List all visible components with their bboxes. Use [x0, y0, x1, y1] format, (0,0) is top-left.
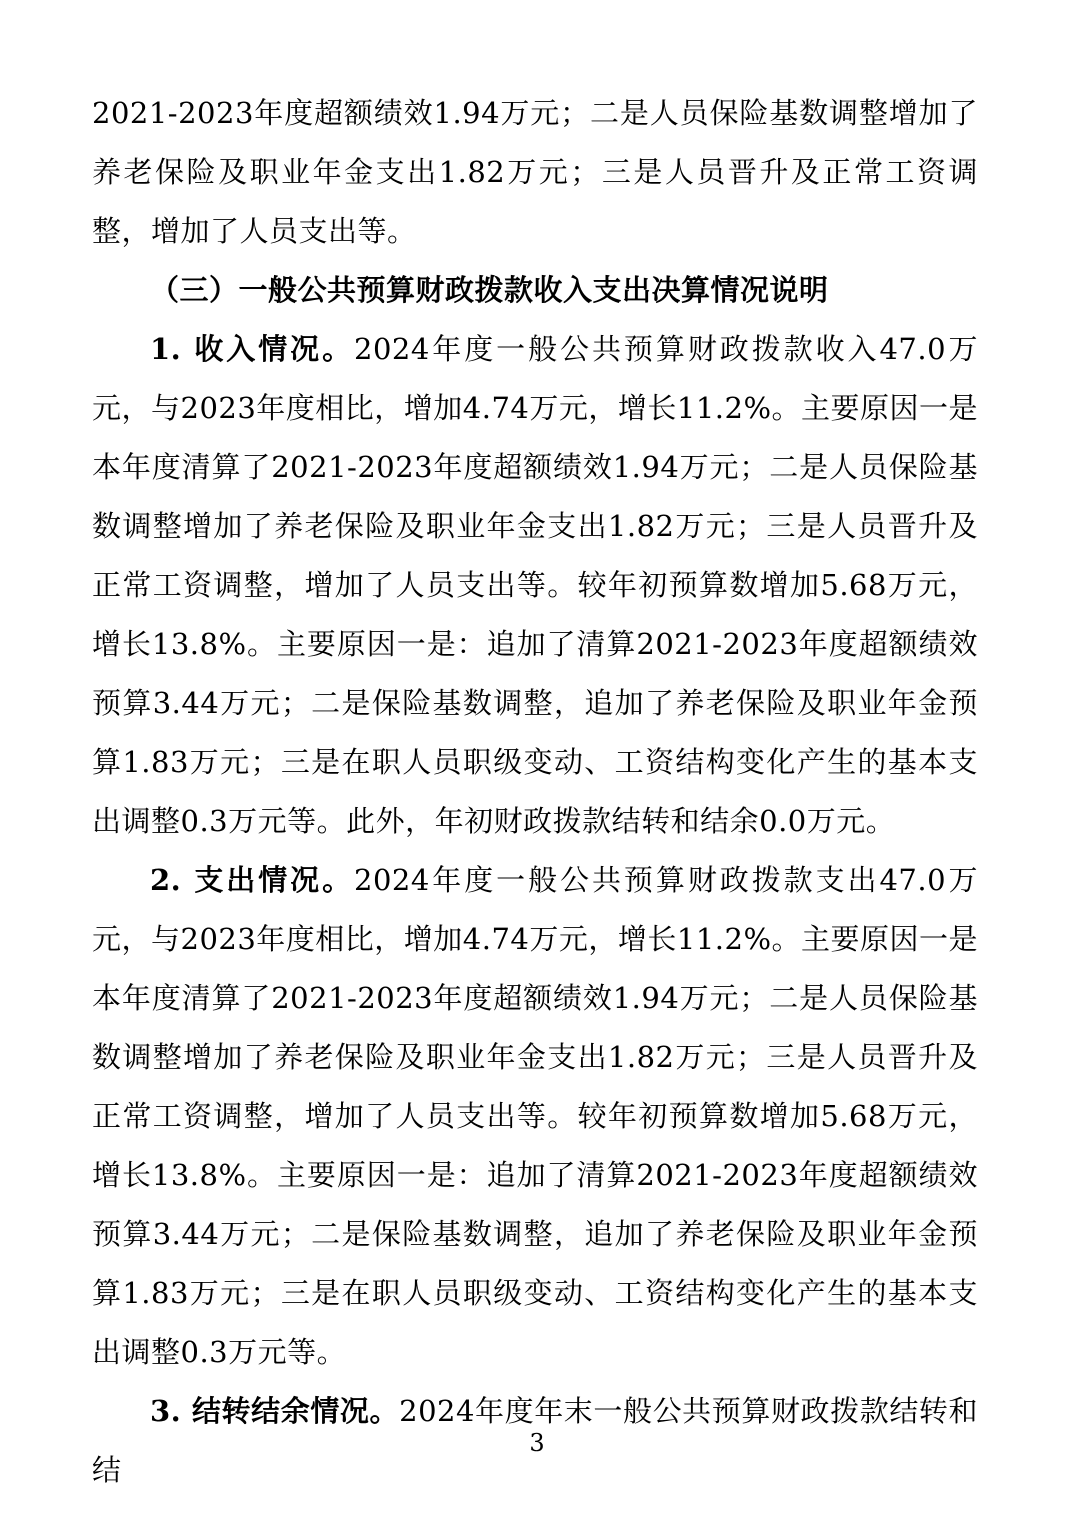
- paragraph-income: [92, 320, 978, 851]
- income-body-text: 2024年度一般公共预算财政拨款收入47.0万元，与2023年度相比，增加4.74万元，增长11.2%。主要原因一是本年度清算了2021-2023年度超额绩效1.94万元；二是人员保险基数调整增加了养老保险及职业年金支出1.82万元；三是人员晋升及正常工资调整，增加了人员支出等。较年初预算数增加5.68万元，增长13.8%。主要原因一是：追加了清算2021-2023年度超额绩效预算3.44万元；二是保险基数调整，追加了养老保险及职业年金预算1.83万元；三是在职人员职级变动、工资结构变化产生的基本支出调整0.3万元等。此外，年初财政拨款结转和结余0.0万元。: [92, 332, 978, 838]
- income-lead-label: 1. 收入情况。: [150, 332, 355, 366]
- expenditure-lead-label: 2. 支出情况。: [150, 863, 355, 897]
- section-heading: （三）一般公共预算财政拨款收入支出决算情况说明: [150, 273, 829, 307]
- page-content: [92, 84, 979, 1487]
- paragraph-expenditure: [92, 851, 978, 1382]
- page-number: 3: [529, 1429, 545, 1457]
- carryover-lead-label: 3. 结转结余情况。: [150, 1394, 400, 1428]
- expenditure-body-text: 2024年度一般公共预算财政拨款支出47.0万元，与2023年度相比，增加4.74万元，增长11.2%。主要原因一是本年度清算了2021-2023年度超额绩效1.94万元；二是人员保险基数调整增加了养老保险及职业年金支出1.82万元；三是人员晋升及正常工资调整，增加了人员支出等。较年初预算数增加5.68万元，增长13.8%。主要原因一是：追加了清算2021-2023年度超额绩效预算3.44万元；二是保险基数调整，追加了养老保险及职业年金预算1.83万元；三是在职人员职级变动、工资结构变化产生的基本支出调整0.3万元等。: [92, 863, 978, 1369]
- paragraph-continuation: 2021-2023年度超额绩效1.94万元；二是人员保险基数调整增加了养老保险及职业年金支出1.82万元；三是人员晋升及正常工资调整，增加了人员支出等。: [92, 96, 978, 248]
- carryover-body-text: 2024年度年末一般公共预算财政拨款结转和结: [92, 1394, 979, 1487]
